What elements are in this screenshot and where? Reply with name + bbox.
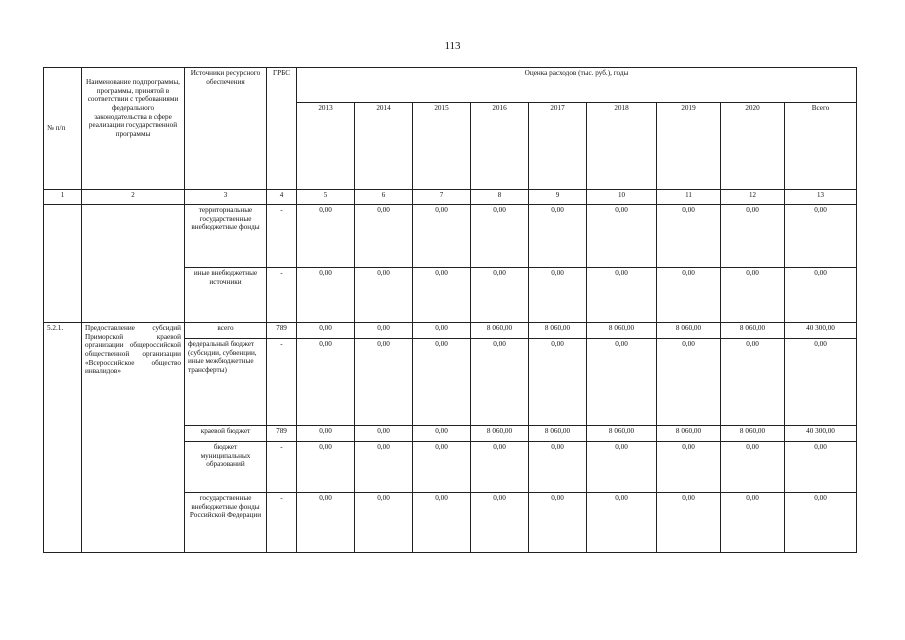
row-number	[44, 205, 82, 323]
column-number: 13	[785, 190, 857, 205]
column-number: 10	[587, 190, 657, 205]
column-number: 1	[44, 190, 82, 205]
row-value: 0,00	[587, 205, 657, 268]
row-name	[82, 205, 185, 323]
header-year: 2014	[355, 103, 413, 190]
row-source: всего	[185, 323, 267, 339]
row-value: 0,00	[297, 339, 355, 426]
row-value: 0,00	[413, 205, 471, 268]
row-source: иные внебюджетные источники	[185, 268, 267, 323]
row-value: 8 060,00	[529, 323, 587, 339]
header-year: 2013	[297, 103, 355, 190]
header-year: 2019	[657, 103, 721, 190]
table-row	[44, 323, 857, 339]
row-grbs: -	[267, 493, 297, 553]
row-value: 40 300,00	[785, 323, 857, 339]
header-grbs: ГРБС	[267, 68, 297, 190]
row-value: 0,00	[529, 205, 587, 268]
header-source: Источники ресурсного обеспечения	[185, 68, 267, 190]
column-number: 9	[529, 190, 587, 205]
row-value: 8 060,00	[587, 426, 657, 442]
row-value: 0,00	[785, 268, 857, 323]
row-grbs: -	[267, 442, 297, 493]
row-value: 0,00	[471, 442, 529, 493]
row-value: 0,00	[355, 268, 413, 323]
table-row	[44, 205, 857, 268]
header-total: Всего	[785, 103, 857, 190]
row-grbs: 789	[267, 323, 297, 339]
row-value: 0,00	[587, 493, 657, 553]
column-number: 4	[267, 190, 297, 205]
row-value: 0,00	[785, 205, 857, 268]
row-value: 0,00	[529, 442, 587, 493]
header-year: 2017	[529, 103, 587, 190]
row-value: 0,00	[413, 426, 471, 442]
row-source: государственные внебюджетные фонды Российской Федерации	[185, 493, 267, 553]
row-value: 0,00	[355, 493, 413, 553]
row-value: 0,00	[413, 442, 471, 493]
header-year: 2016	[471, 103, 529, 190]
row-value: 0,00	[355, 205, 413, 268]
column-number: 3	[185, 190, 267, 205]
row-value: 0,00	[529, 493, 587, 553]
column-number: 12	[721, 190, 785, 205]
row-grbs: -	[267, 268, 297, 323]
row-value: 0,00	[529, 268, 587, 323]
row-value: 8 060,00	[721, 426, 785, 442]
row-value: 0,00	[587, 268, 657, 323]
row-value: 8 060,00	[471, 426, 529, 442]
row-source: бюджет муниципальных образований	[185, 442, 267, 493]
row-value: 0,00	[413, 339, 471, 426]
row-number: 5.2.1.	[44, 323, 82, 553]
row-value: 0,00	[657, 339, 721, 426]
row-value: 0,00	[297, 268, 355, 323]
row-value: 0,00	[471, 339, 529, 426]
row-source: территориальные государственные внебюджетные фонды	[185, 205, 267, 268]
header-year: 2018	[587, 103, 657, 190]
column-number: 6	[355, 190, 413, 205]
row-value: 0,00	[413, 323, 471, 339]
row-value: 0,00	[355, 426, 413, 442]
row-value: 0,00	[413, 268, 471, 323]
row-value: 0,00	[471, 493, 529, 553]
row-value: 0,00	[785, 493, 857, 553]
budget-table	[43, 67, 857, 553]
row-value: 8 060,00	[529, 426, 587, 442]
row-value: 0,00	[297, 493, 355, 553]
row-value: 0,00	[721, 268, 785, 323]
row-value: 0,00	[355, 323, 413, 339]
header-year: 2020	[721, 103, 785, 190]
row-value: 0,00	[721, 442, 785, 493]
row-value: 8 060,00	[587, 323, 657, 339]
row-value: 0,00	[529, 339, 587, 426]
row-value: 0,00	[297, 323, 355, 339]
column-number: 11	[657, 190, 721, 205]
row-value: 0,00	[785, 339, 857, 426]
header-expense: Оценка расходов (тыс. руб.), годы	[297, 68, 857, 103]
header-year: 2015	[413, 103, 471, 190]
row-value: 0,00	[297, 426, 355, 442]
row-value: 0,00	[657, 442, 721, 493]
row-value: 0,00	[471, 205, 529, 268]
row-value: 8 060,00	[657, 323, 721, 339]
row-value: 8 060,00	[721, 323, 785, 339]
row-value: 0,00	[721, 493, 785, 553]
column-number: 2	[82, 190, 185, 205]
row-value: 0,00	[355, 442, 413, 493]
row-value: 0,00	[587, 339, 657, 426]
row-source: федеральный бюджет (субсидии, субвенции, иные межбюджетные трансферты)	[185, 339, 267, 426]
row-value: 0,00	[297, 442, 355, 493]
row-value: 8 060,00	[471, 323, 529, 339]
column-number: 5	[297, 190, 355, 205]
row-value: 0,00	[297, 205, 355, 268]
row-grbs: 789	[267, 426, 297, 442]
row-value: 0,00	[721, 339, 785, 426]
row-value: 0,00	[413, 493, 471, 553]
column-number-row	[44, 190, 857, 205]
row-value: 40 300,00	[785, 426, 857, 442]
row-value: 0,00	[657, 205, 721, 268]
page-number: 113	[444, 40, 461, 52]
row-value: 0,00	[721, 205, 785, 268]
row-value: 8 060,00	[657, 426, 721, 442]
row-value: 0,00	[355, 339, 413, 426]
row-value: 0,00	[587, 442, 657, 493]
column-number: 7	[413, 190, 471, 205]
column-number: 8	[471, 190, 529, 205]
row-grbs: -	[267, 205, 297, 268]
row-name: Предоставление субсидий Приморской краевой организации общероссийской общественной организации «Всероссийское общество инвалидов»	[82, 323, 185, 553]
row-value: 0,00	[657, 493, 721, 553]
header-number: № п/п	[44, 68, 82, 190]
row-value: 0,00	[471, 268, 529, 323]
row-value: 0,00	[657, 268, 721, 323]
row-value: 0,00	[785, 442, 857, 493]
row-grbs: -	[267, 339, 297, 426]
header-name: Наименование подпрограммы, программы, принятой в соответствии с требованиями федерального законодательства в сфере реализации государственной программы	[82, 68, 185, 190]
row-source: краевой бюджет	[185, 426, 267, 442]
